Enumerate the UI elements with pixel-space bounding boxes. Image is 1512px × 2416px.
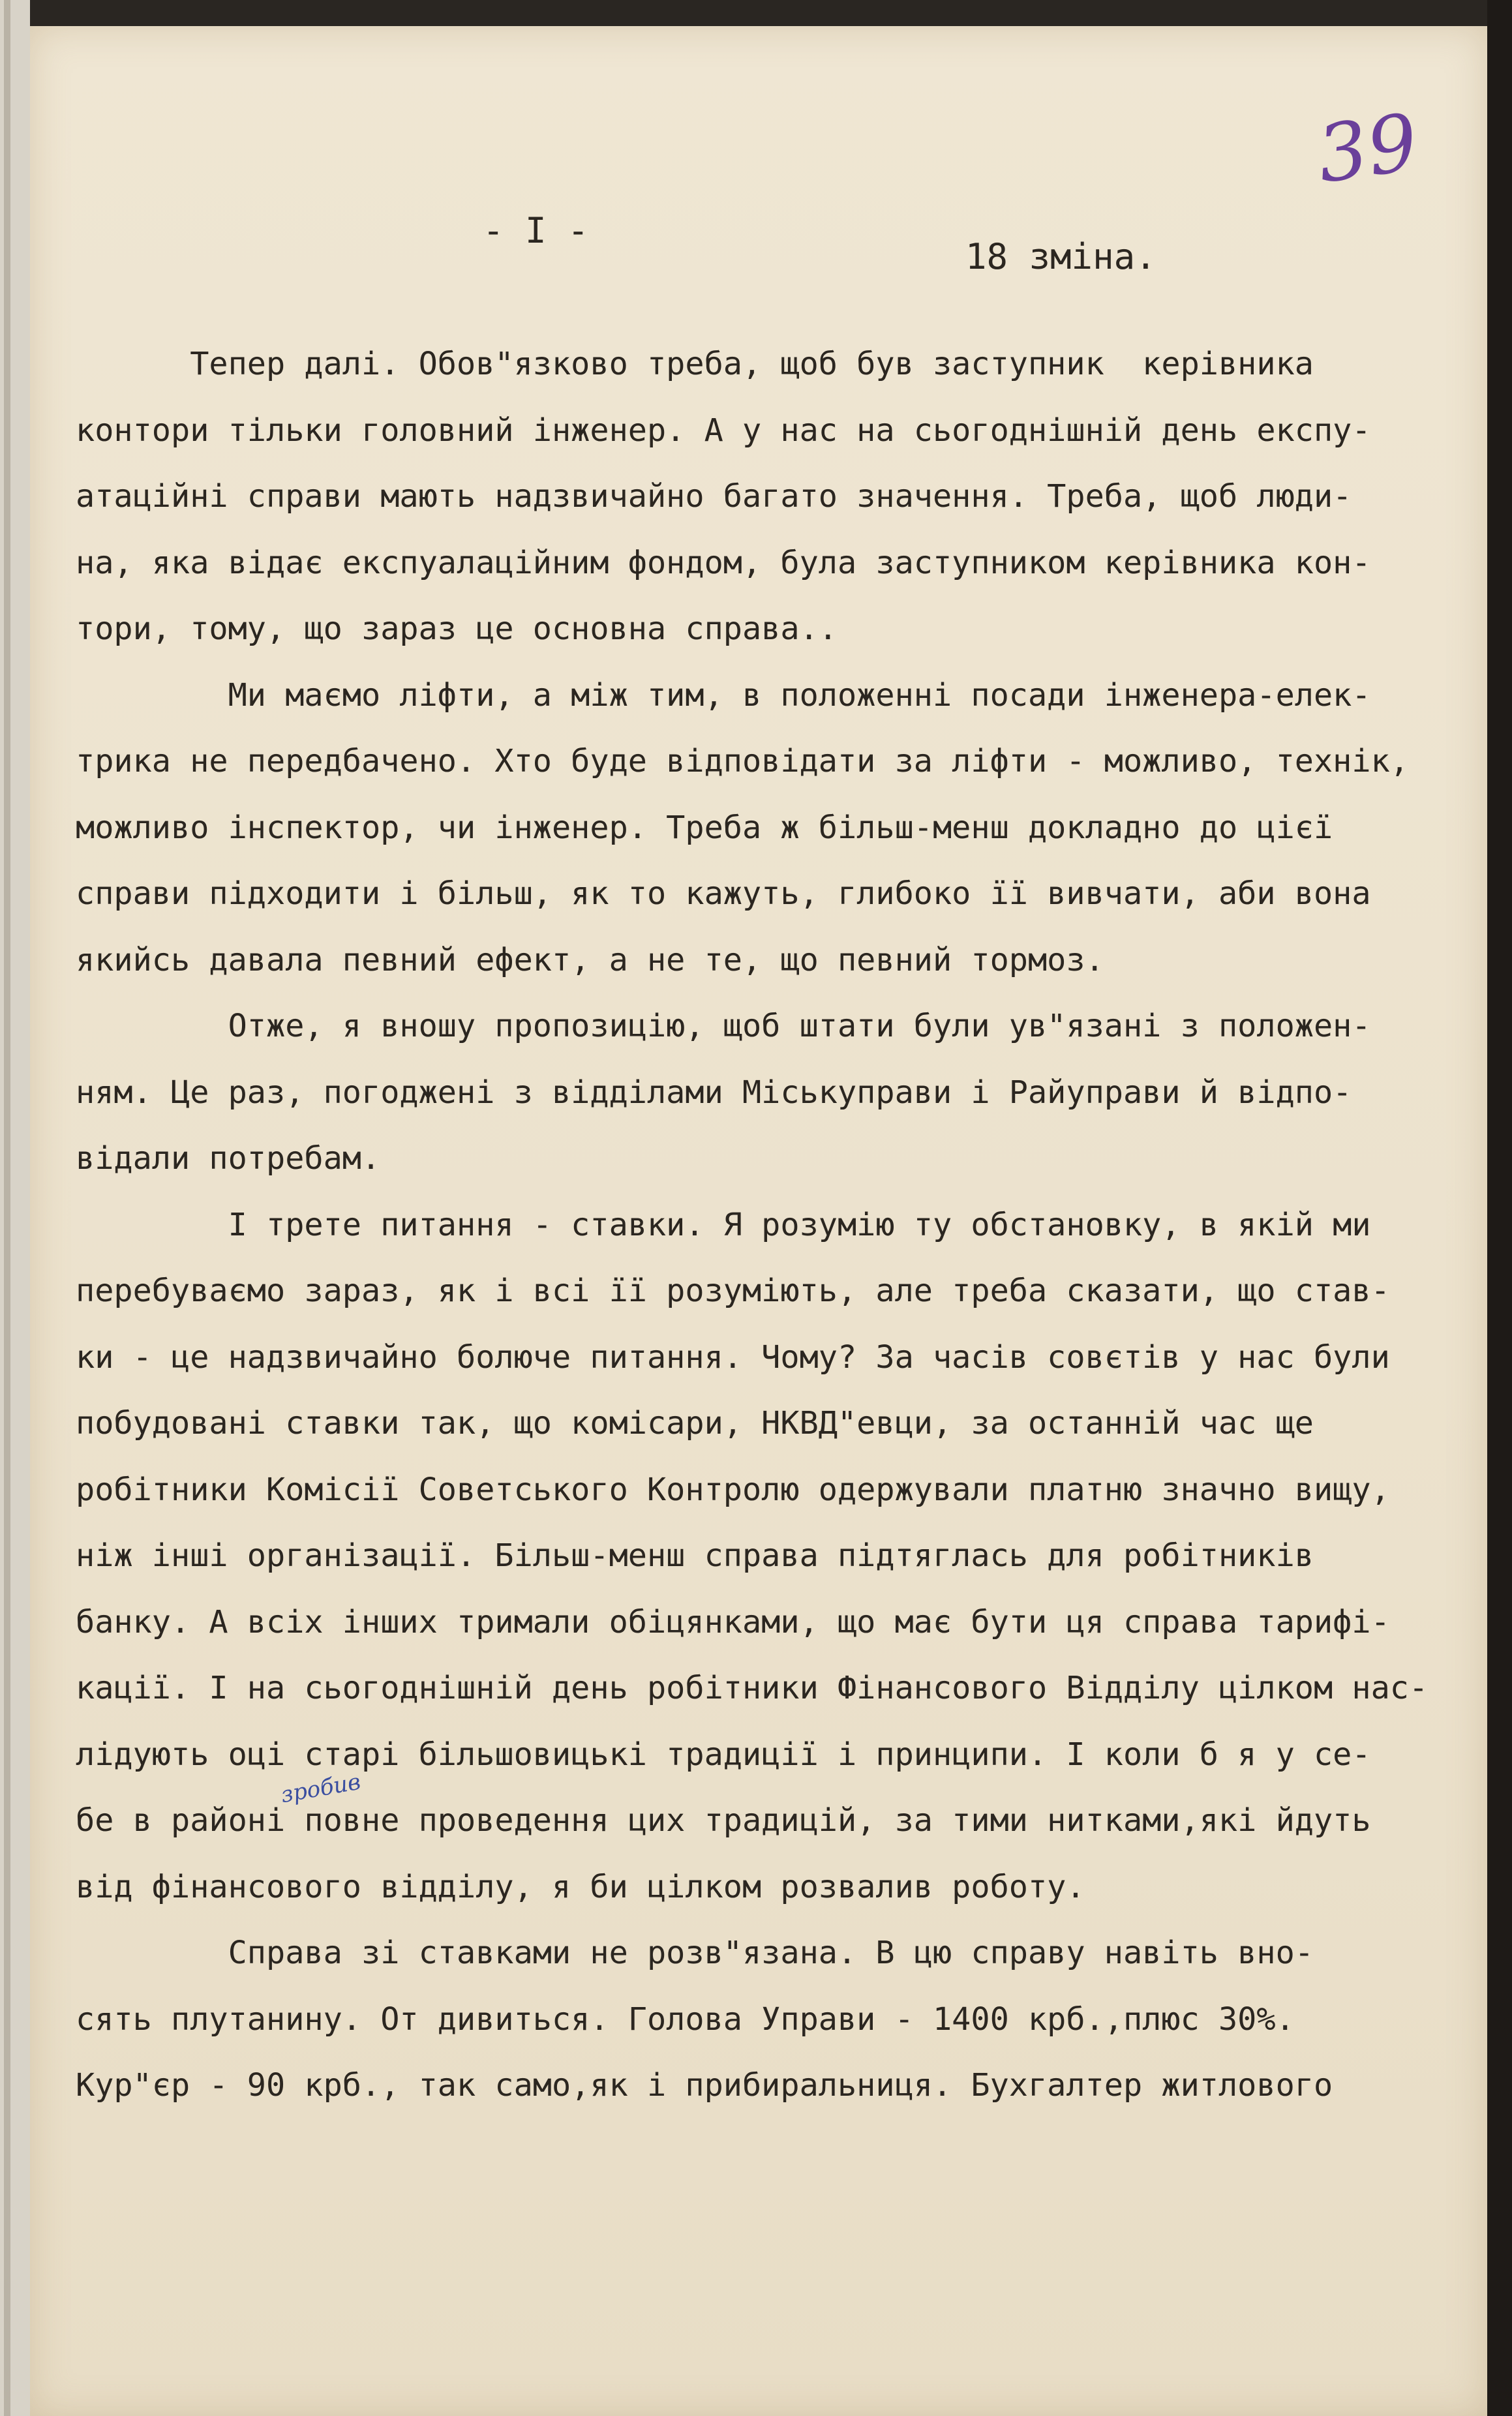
text-line: сять плутанину. От дивиться. Голова Управи - 1400 крб.,плюс 30%. <box>76 2001 1295 2038</box>
text-line: можливо інспектор, чи інженер. Треба ж більш-менш докладно до цієї <box>76 809 1333 846</box>
text-line: Отже, я вношу пропозицію, щоб штати були ув"язані з положен- <box>76 1008 1371 1044</box>
text-line: на, яка відає експуалаційним фондом, була заступником керівника кон- <box>76 544 1371 581</box>
text-line: справи підходити і більш, як то кажуть, глибоко її вивчати, аби вона <box>76 875 1371 912</box>
binding-strip-shadow <box>4 0 10 2416</box>
dark-edge <box>1487 0 1512 2416</box>
text-line: якийсь давала певний ефект, а не те, що певний тормоз. <box>76 941 1104 978</box>
text-line: Тепер далі. Обов"язково треба, щоб був заступник керівника <box>76 346 1314 382</box>
folio-number: 39 <box>1312 97 1423 201</box>
text-line: контори тільки головний інженер. А у нас на сьогоднішній день експу- <box>76 412 1371 449</box>
typewritten-body <box>76 331 1459 2119</box>
text-line: лідують оці старі більшовицькі традиції і принципи. І коли б я у се- <box>76 1736 1371 1773</box>
text-line: ніж інші організації. Більш-менш справа підтяглась для робітників <box>76 1537 1314 1574</box>
text-line: побудовані ставки так, що комісари, НКВД"евци, за останній час ще <box>76 1405 1314 1442</box>
text-line: перебуваємо зараз, як і всі її розуміють, але треба сказати, що став- <box>76 1273 1390 1309</box>
text-line: ки - це надзвичайно болюче питання. Чому? За часів совєтів у нас були <box>76 1338 1390 1376</box>
text-line: трика не передбачено. Хто буде відповідати за ліфти - можливо, технік, <box>76 743 1409 779</box>
document-date: 18 зміна. <box>965 236 1157 277</box>
text-line: ням. Це раз, погоджені з відділами Міськуправи і Райуправи й відпо- <box>76 1074 1352 1111</box>
text-line: від фінансового відділу, я би цілком розвалив роботу. <box>76 1868 1085 1905</box>
text-line: кації. І на сьогоднішній день робітники Фінансового Відділу цілком нас- <box>76 1670 1429 1706</box>
text-line: банку. А всіх інших тримали обіцянками, що має бути ця справа тарифі- <box>76 1603 1390 1640</box>
text-line: Справа зі ставками не розв"язана. В цю справу навіть вно- <box>76 1935 1314 1971</box>
text-line: бе в районі повне проведення цих традицій, за тими нитками,які йдуть <box>76 1802 1371 1839</box>
text-line: робітники Комісії Советського Контролю одержували платню значно вищу, <box>76 1471 1390 1508</box>
text-line: Кур"єр - 90 крб., так само,як і прибиральниця. Бухгалтер житлового <box>76 2067 1333 2104</box>
text-line: І трете питання - ставки. Я розумію ту обстановку, в якій ми <box>76 1206 1371 1243</box>
text-line: атаційні справи мають надзвичайно багато значення. Треба, щоб люди- <box>76 478 1352 515</box>
page-number: - I - <box>483 210 589 251</box>
text-line: тори, тому, що зараз це основна справа.. <box>76 611 838 647</box>
handwritten-insert: зробив <box>279 1768 363 1809</box>
text-line: відали потребам. <box>76 1140 381 1177</box>
text-line: Ми маємо ліфти, а між тим, в положенні посади інженера-елек- <box>76 676 1371 714</box>
